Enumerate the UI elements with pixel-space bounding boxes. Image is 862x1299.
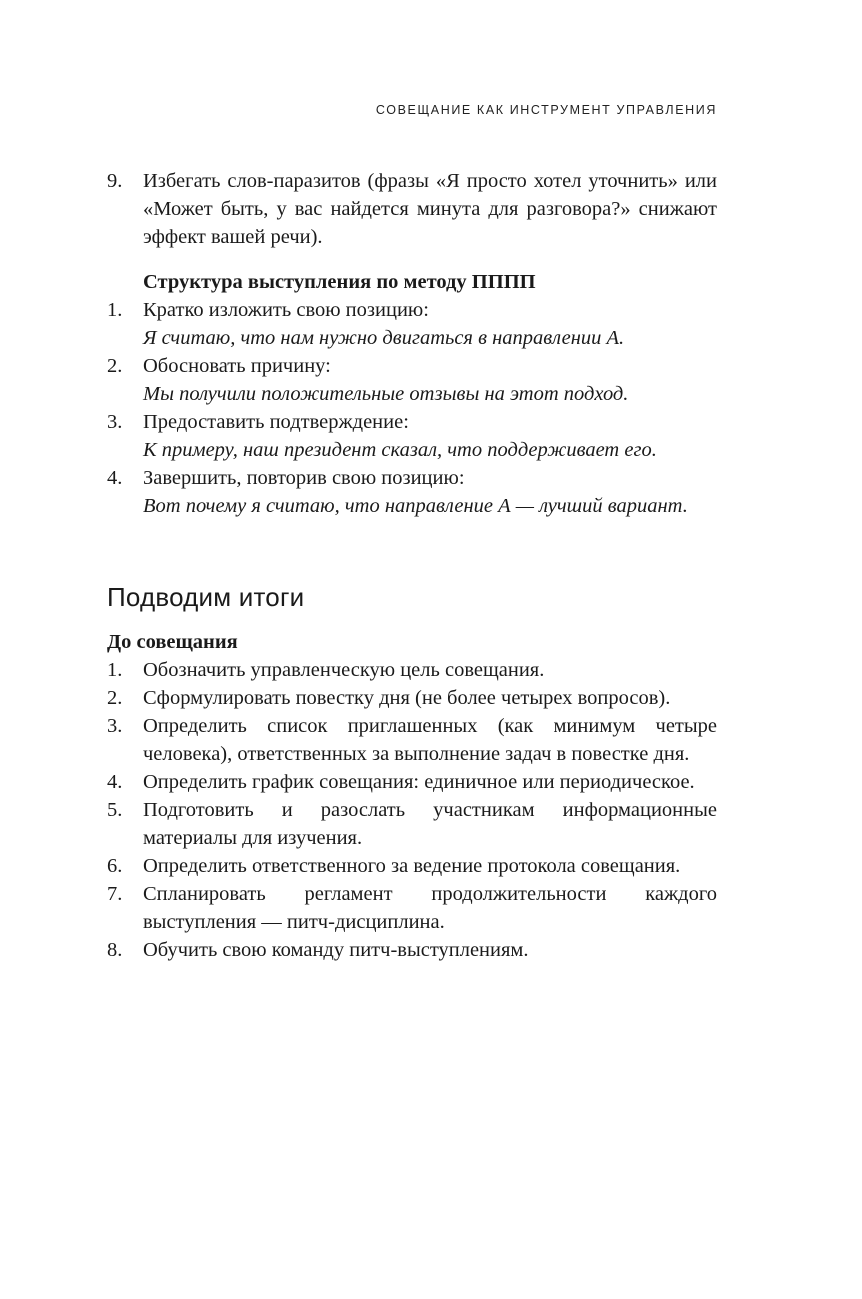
- item-example: К примеру, наш президент сказал, что поддерживает его.: [143, 439, 657, 461]
- item-number: 8.: [107, 939, 123, 961]
- item-text: Определить график совещания: единичное или периодическое.: [143, 771, 695, 793]
- item-text: Завершить, повторив свою позицию:: [143, 467, 465, 489]
- item-number: 6.: [107, 855, 123, 877]
- item-number: 3.: [107, 715, 123, 737]
- item-number: 2.: [107, 687, 123, 709]
- running-head: СОВЕЩАНИЕ КАК ИНСТРУМЕНТ УПРАВЛЕНИЯ: [375, 103, 717, 117]
- item-body: [143, 408, 717, 464]
- item-number: 3.: [107, 411, 123, 433]
- item-body: [143, 464, 717, 520]
- item-example: Вот почему я считаю, что направление А — лучший вариант.: [143, 495, 688, 517]
- section-title: Подводим итоги: [107, 582, 305, 612]
- list-item: [107, 796, 717, 852]
- list-item: [107, 712, 717, 768]
- list-item: [107, 167, 717, 251]
- list-item: [107, 656, 717, 684]
- item-body: [143, 296, 717, 352]
- item-number: 2.: [107, 355, 123, 377]
- pppp-heading: Структура выступления по методу ПППП: [143, 271, 536, 293]
- item-number: 1.: [107, 659, 123, 681]
- item-number: 7.: [107, 883, 123, 905]
- item-text: Подготовить и разослать участникам информационные материалы для изучения.: [143, 799, 717, 849]
- list-item: [107, 880, 717, 936]
- item-body: [143, 352, 717, 408]
- item-text: Избегать слов-паразитов (фразы «Я просто хотел уточнить» или «Может быть, у вас найдется минута для разговора?» снижают эффект вашей речи).: [143, 170, 717, 248]
- summary-subheading: До совещания: [107, 631, 238, 653]
- list-item: [107, 352, 717, 408]
- list-item: [107, 852, 717, 880]
- item-example: Я считаю, что нам нужно двигаться в направлении А.: [143, 327, 625, 349]
- page-content: [107, 167, 717, 964]
- item-text: Кратко изложить свою позицию:: [143, 299, 429, 321]
- item-number: 9.: [107, 170, 123, 192]
- item-text: Обучить свою команду питч-выступлениям.: [143, 939, 529, 961]
- item-text: Обозначить управленческую цель совещания.: [143, 659, 545, 681]
- item-text: Определить ответственного за ведение протокола совещания.: [143, 855, 681, 877]
- item-text: Определить список приглашенных (как минимум четыре человека), ответственных за выполнение задач в повестке дня.: [143, 715, 717, 765]
- list-item: [107, 936, 717, 964]
- list-item: [107, 296, 717, 352]
- item-text: Обосновать причину:: [143, 355, 331, 377]
- item-number: 4.: [107, 771, 123, 793]
- list-item: [107, 684, 717, 712]
- list-item: [107, 464, 717, 520]
- list-item: [107, 408, 717, 464]
- item-text: Сформулировать повестку дня (не более четырех вопросов).: [143, 687, 671, 709]
- item-text: Предоставить подтверждение:: [143, 411, 409, 433]
- item-example: Мы получили положительные отзывы на этот подход.: [143, 383, 629, 405]
- item-text: Спланировать регламент продолжительности каждого выступления — питч-дисциплина.: [143, 883, 717, 933]
- item-number: 4.: [107, 467, 123, 489]
- item-number: 5.: [107, 799, 123, 821]
- list-item: [107, 768, 717, 796]
- item-number: 1.: [107, 299, 123, 321]
